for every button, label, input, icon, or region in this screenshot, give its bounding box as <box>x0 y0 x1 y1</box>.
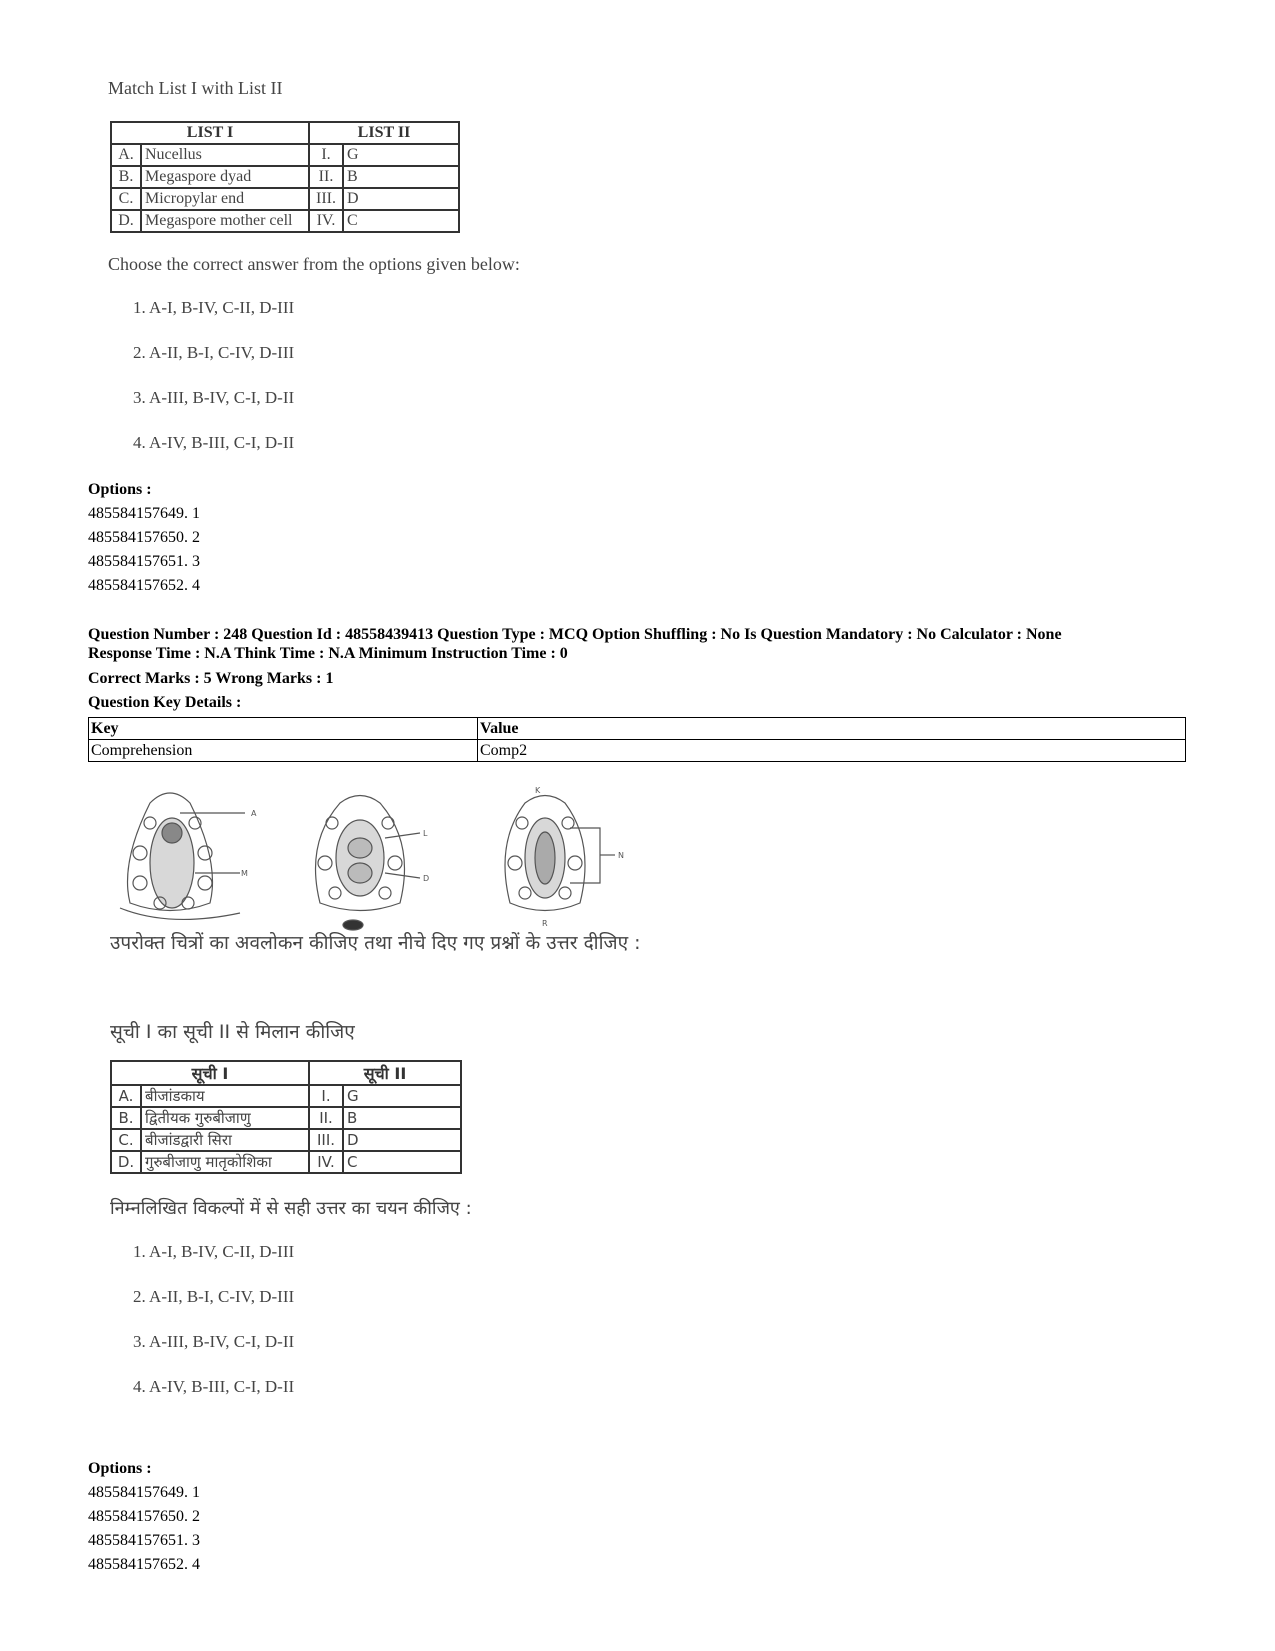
row-value: C <box>343 210 459 232</box>
row-letter: A. <box>111 144 141 166</box>
row-letter: C. <box>111 1129 141 1151</box>
q1-option-2: 485584157650. 2 <box>88 529 200 546</box>
row-item: Micropylar end <box>141 188 309 210</box>
table-row <box>111 210 459 232</box>
q1-option-3: 485584157651. 3 <box>88 553 200 570</box>
q2-choice-3: 3. A-III, B-IV, C-I, D-II <box>133 1332 295 1351</box>
q2-option-4: 485584157652. 4 <box>88 1556 200 1573</box>
row-value: B <box>343 166 459 188</box>
row-letter: B. <box>111 166 141 188</box>
row-item: बीजांडद्वारी सिरा <box>141 1129 309 1151</box>
table-row <box>111 1085 461 1107</box>
q1-list1-header: LIST I <box>111 122 309 144</box>
row-value: C <box>343 1151 461 1173</box>
q2-meta-line1: Question Number : 248 Question Id : 48558439413 Question Type : MCQ Option Shuffling : No Is Question Mandatory : No Calculator : None <box>88 626 1062 643</box>
row-value: B <box>343 1107 461 1129</box>
q1-choice-2: 2. A-II, B-I, C-IV, D-III <box>133 343 295 362</box>
q1-choice-1: 1. A-I, B-IV, C-II, D-III <box>133 298 295 317</box>
row-letter: D. <box>111 210 141 232</box>
ovule-diagram-1 <box>120 793 245 919</box>
table-row <box>111 1151 461 1173</box>
q1-match-table <box>110 121 460 233</box>
figure-label-l: L <box>423 829 428 838</box>
table-row <box>111 1107 461 1129</box>
row-roman: III. <box>309 1129 343 1151</box>
q2-option-1: 485584157649. 1 <box>88 1484 200 1501</box>
q1-list2-header: LIST II <box>309 122 459 144</box>
row-value: D <box>343 1129 461 1151</box>
q2-options-label: Options : <box>88 1460 152 1477</box>
row-letter: A. <box>111 1085 141 1107</box>
row-letter: C. <box>111 188 141 210</box>
q2-list1-header: सूची I <box>111 1061 309 1085</box>
table-row <box>111 166 459 188</box>
table-row <box>89 740 1186 762</box>
table-row <box>111 1129 461 1151</box>
ovule-diagrams-figure <box>110 783 670 933</box>
key-details-table <box>88 717 1186 762</box>
q1-option-4: 485584157652. 4 <box>88 577 200 594</box>
row-roman: IV. <box>309 210 343 232</box>
q2-meta-line2: Response Time : N.A Think Time : N.A Minimum Instruction Time : 0 <box>88 645 568 662</box>
key-cell: Comprehension <box>89 740 478 762</box>
key-header: Key <box>89 718 478 740</box>
ovule-diagram-2 <box>316 796 421 931</box>
row-roman: IV. <box>309 1151 343 1173</box>
row-letter: B. <box>111 1107 141 1129</box>
q2-observe-text: उपरोक्त चित्रों का अवलोकन कीजिए तथा नीचे दिए गए प्रश्नों के उत्तर दीजिए : <box>110 932 641 954</box>
q2-option-3: 485584157651. 3 <box>88 1532 200 1549</box>
table-row <box>111 188 459 210</box>
row-item: Megaspore dyad <box>141 166 309 188</box>
row-letter: D. <box>111 1151 141 1173</box>
q2-match-table <box>110 1060 462 1174</box>
q1-choice-3: 3. A-III, B-IV, C-I, D-II <box>133 388 295 407</box>
q1-instruction: Match List I with List II <box>108 78 283 98</box>
row-value: G <box>343 144 459 166</box>
q2-choice-4: 4. A-IV, B-III, C-I, D-II <box>133 1377 295 1396</box>
q2-match-text: सूची I का सूची II से मिलान कीजिए <box>110 1021 355 1043</box>
q1-choice-4: 4. A-IV, B-III, C-I, D-II <box>133 433 295 452</box>
q1-choose-text: Choose the correct answer from the options given below: <box>108 254 520 274</box>
figure-label-n: N <box>618 851 624 860</box>
row-value: D <box>343 188 459 210</box>
row-item: द्वितीयक गुरुबीजाणु <box>141 1107 309 1129</box>
row-roman: I. <box>309 144 343 166</box>
q1-option-1: 485584157649. 1 <box>88 505 200 522</box>
q1-options-label: Options : <box>88 481 152 498</box>
row-item: Nucellus <box>141 144 309 166</box>
value-header: Value <box>478 718 1186 740</box>
ovule-diagram-3 <box>505 796 615 911</box>
figure-label-k: K <box>535 786 541 795</box>
row-value: G <box>343 1085 461 1107</box>
figure-label-r: R <box>542 919 548 928</box>
row-roman: I. <box>309 1085 343 1107</box>
q2-list2-header: सूची II <box>309 1061 461 1085</box>
figure-label-a: A <box>251 809 257 818</box>
row-item: बीजांडकाय <box>141 1085 309 1107</box>
row-roman: III. <box>309 188 343 210</box>
table-header-row <box>89 718 1186 740</box>
q2-option-2: 485584157650. 2 <box>88 1508 200 1525</box>
table-row <box>111 144 459 166</box>
row-item: Megaspore mother cell <box>141 210 309 232</box>
row-item: गुरुबीजाणु मातृकोशिका <box>141 1151 309 1173</box>
figure-label-m: M <box>241 869 248 878</box>
q2-key-details-label: Question Key Details : <box>88 694 242 711</box>
q2-choice-1: 1. A-I, B-IV, C-II, D-III <box>133 1242 295 1261</box>
q2-choose-text: निम्नलिखित विकल्पों में से सही उत्तर का चयन कीजिए : <box>110 1198 472 1219</box>
q2-choice-2: 2. A-II, B-I, C-IV, D-III <box>133 1287 295 1306</box>
figure-label-d: D <box>423 874 430 883</box>
value-cell: Comp2 <box>478 740 1186 762</box>
row-roman: II. <box>309 166 343 188</box>
row-roman: II. <box>309 1107 343 1129</box>
q2-marks: Correct Marks : 5 Wrong Marks : 1 <box>88 670 334 687</box>
